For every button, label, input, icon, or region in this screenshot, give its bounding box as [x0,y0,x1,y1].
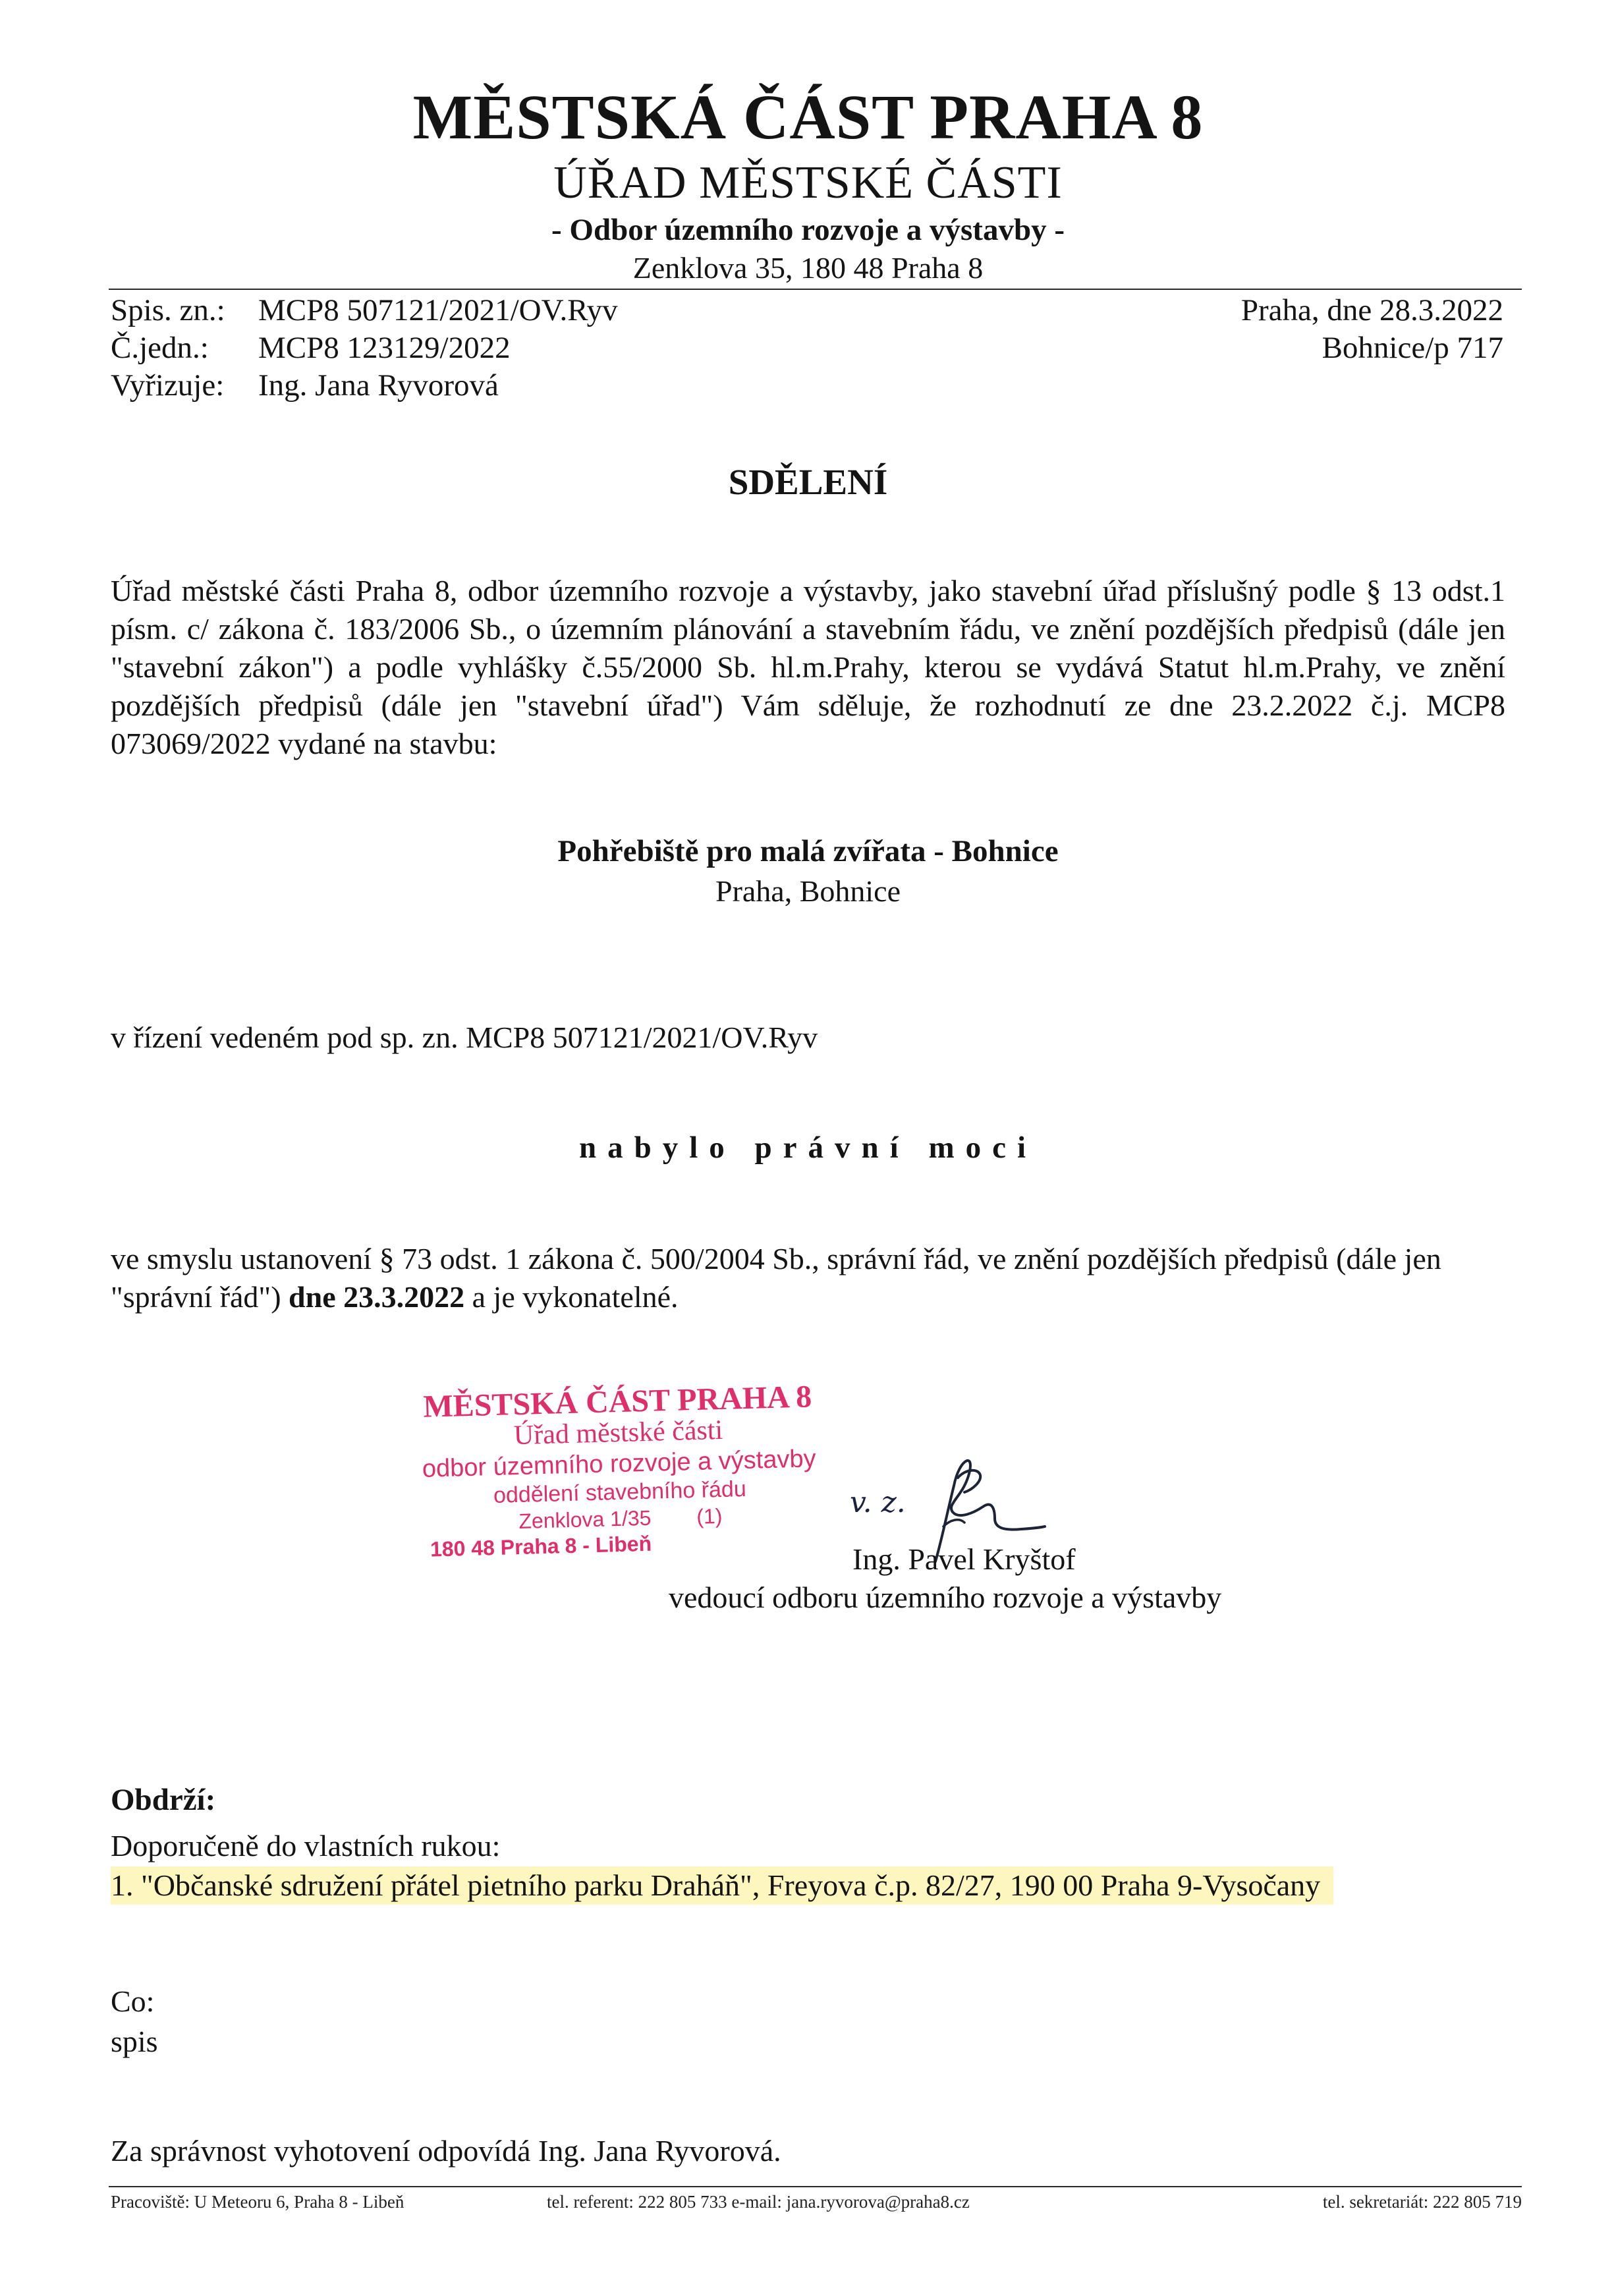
certification-note: Za správnost vyhotovení odpovídá Ing. Jana Ryvorová. [111,2134,781,2168]
signature-prefix: v. z. [850,1486,906,1519]
signatory-role: vedoucí odboru územního rozvoje a výstavby [669,1581,1222,1614]
stamp-line-4: oddělení stavebního řádu [493,1476,747,1509]
reference-number: MCP8 123129/2022 [258,331,511,365]
stamp-line-1: MĚSTSKÁ ČÁST PRAHA 8 [422,1379,812,1424]
handled-by-row [111,367,618,405]
project-location: Praha, Bohnice [715,874,901,908]
stamp-line-6: 180 48 Praha 8 - Libeň [430,1531,652,1561]
reference-number-label: Č.jedn.: [111,331,209,365]
file-meta [111,292,618,405]
copy-label: Co: [111,1984,155,2018]
footer-contact: tel. referent: 222 805 733 e-mail: jana.ryvorova@praha8.cz [547,2192,970,2212]
signatory-name: Ing. Pavel Kryštof [852,1542,1076,1576]
reference-number-row [111,329,618,367]
recipients-heading: Obdrží: [111,1783,216,1817]
handled-by-label: Vyřizuje: [111,368,225,403]
footer-secretariat: tel. sekretariát: 222 805 719 [1322,2192,1522,2212]
file-number: MCP8 507121/2021/OV.Ryv [258,293,618,327]
proceeding-reference: v řízení vedeném pod sp. zn. MCP8 507121/2021/OV.Ryv [111,1021,818,1054]
department-name: - Odbor územního rozvoje a výstavby - [551,213,1065,247]
handled-by: Ing. Jana Ryvorová [258,368,499,403]
office-title: MĚSTSKÁ ČÁST PRAHA 8 [412,82,1204,152]
stamp-counter: (1) [696,1503,723,1528]
stamp-street: Zenklova 1/35 [518,1505,652,1534]
file-number-row [111,292,618,329]
header-divider [109,289,1522,290]
delivery-method: Doporučeně do vlastních rukou: [111,1829,501,1862]
official-stamp [367,1377,872,1563]
copy-item: spis [111,2025,158,2058]
recipient-item: 1. "Občanské sdružení přátel pietního parku Draháň", Freyova č.p. 82/27, 190 00 Praha 9-Vysočany [111,1866,1333,1905]
parcel-number: Bohnice/p 717 [1322,331,1503,365]
office-address: Zenklova 35, 180 48 Praha 8 [632,251,984,285]
date-block [1120,292,1503,367]
legal-basis-paragraph [111,1240,1505,1316]
footer-workplace: Pracoviště: U Meteoru 6, Praha 8 - Libeň [111,2192,404,2212]
place-date: Praha, dne 28.3.2022 [1240,293,1503,327]
stamp-line-3: odbor územního rozvoje a výstavby [422,1445,817,1483]
file-number-label: Spis. zn.: [111,293,225,327]
legal-force-status: nabylo právní moci [578,1131,1038,1165]
legal-basis-text: ve smyslu ustanovení § 73 odst. 1 zákona č. 500/2004 Sb., správní řád, ve znění pozdějších předpisů (dále jen "správní řád") [111,1242,1441,1314]
effective-date: dne 23.3.2022 [289,1280,465,1314]
stamp-line-2: Úřad městské části [513,1414,723,1451]
legal-basis-end: a je vykonatelné. [472,1280,679,1314]
office-subtitle: ÚŘAD MĚSTSKÉ ČÁSTI [553,157,1063,208]
project-name: Pohřebiště pro malá zvířata - Bohnice [557,834,1059,868]
body-paragraph: Úřad městské části Praha 8, odbor územního rozvoje a výstavby, jako stavební úřad příslušný podle § 13 odst.1 písm. c/ zákona č. 183/2006 Sb., o územním plánování a stavebním řádu, ve znění pozdějších předpisů (dále jen "stavební zákon") a podle vyhlášky č.55/2000 Sb. hl.m.Prahy, kterou se vydává Statut hl.m.Prahy, ve znění pozdějších předpisů (dále jen "stavební úřad") Vám sděluje, že rozhodnutí ze dne 23.2.2022 č.j. MCP8 073069/2022 vydané na stavbu: [111,574,1505,760]
footer-divider [109,2186,1522,2187]
document-heading: SDĚLENÍ [728,462,888,502]
